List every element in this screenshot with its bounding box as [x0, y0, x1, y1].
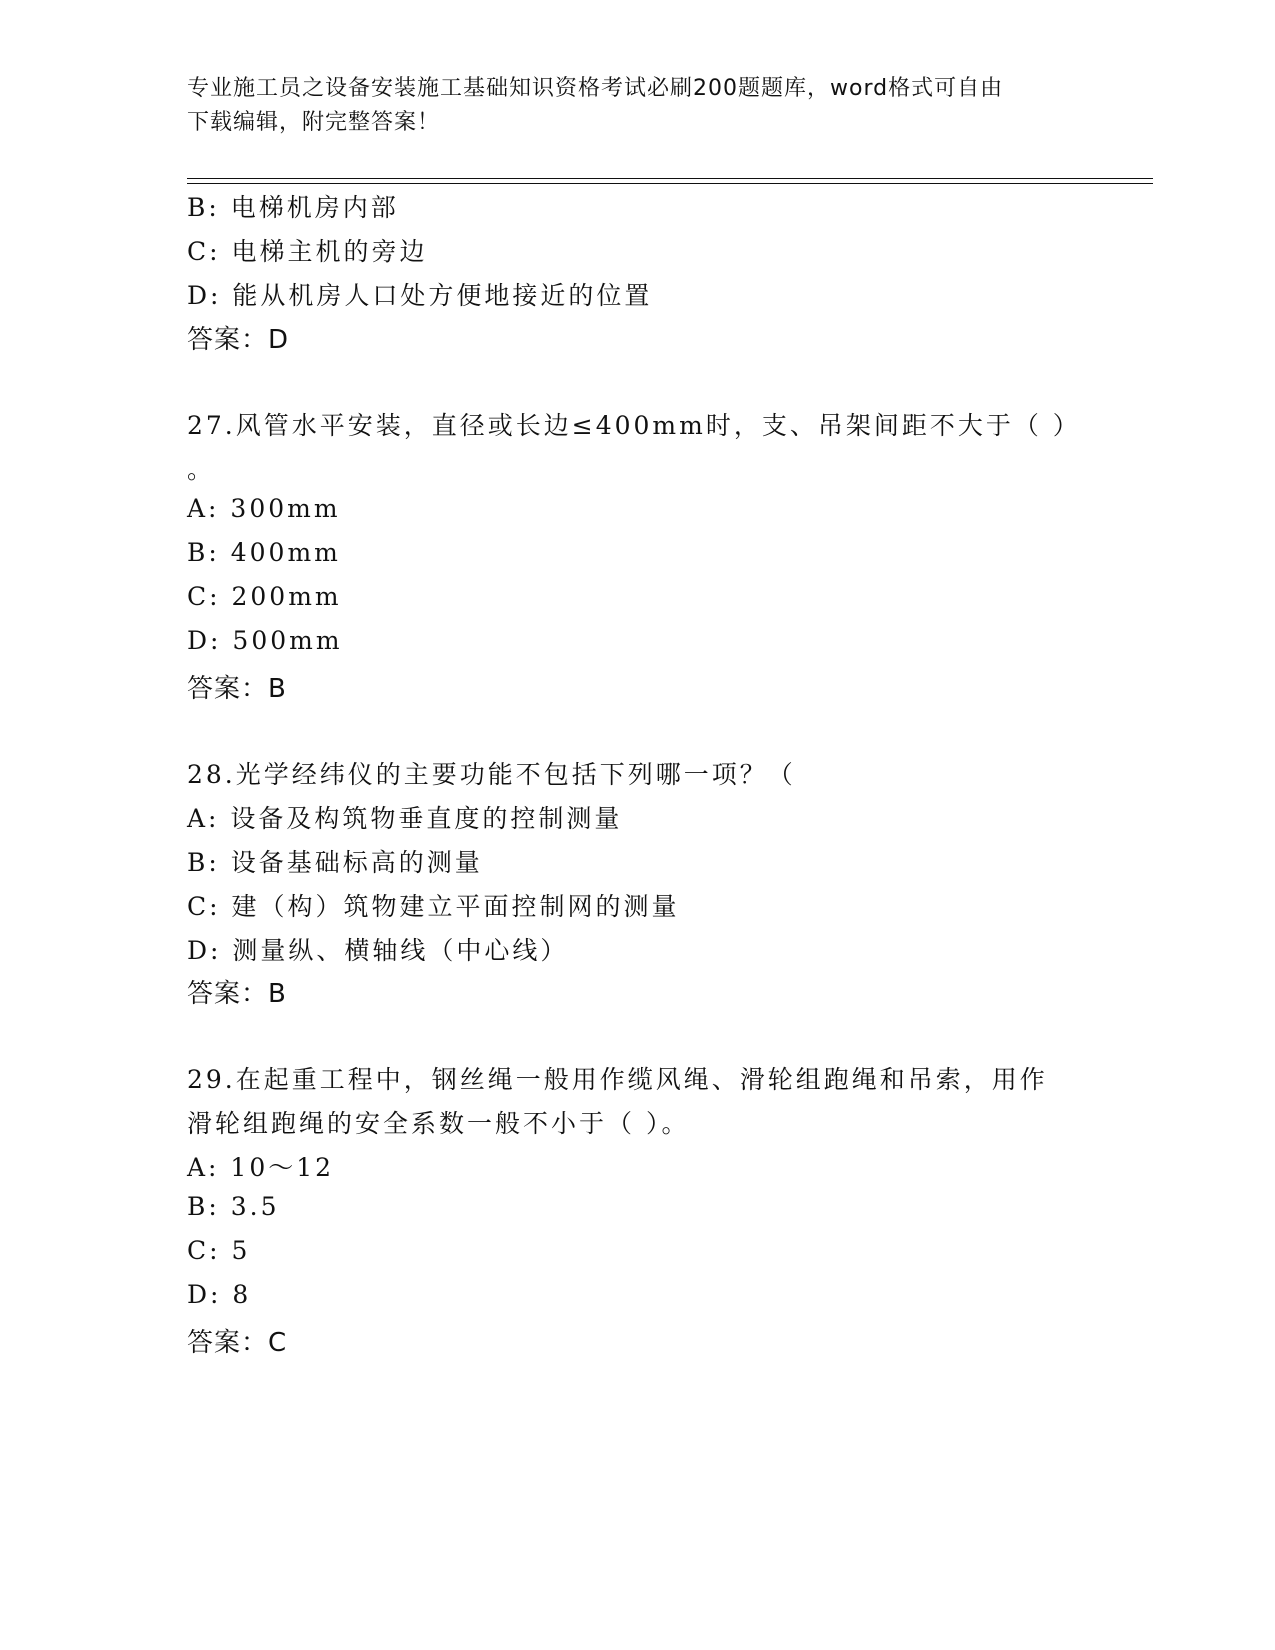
- q26-option-b: B: 电梯机房内部: [187, 193, 399, 222]
- q27-option-c: C: 200mm: [187, 582, 342, 611]
- q28-answer: 答案：B: [187, 979, 287, 1009]
- header-divider-bottom: [187, 183, 1153, 184]
- document-header: [187, 72, 1087, 140]
- q27-stem-line-1: 27.风管水平安装，直径或长边≤400mm时，支、吊架间距不大于（ ）: [187, 411, 1081, 440]
- q28-option-c: C: 建（构）筑物建立平面控制网的测量: [187, 892, 680, 921]
- q28-option-a: A: 设备及构筑物垂直度的控制测量: [187, 804, 623, 833]
- q28-option-d: D: 测量纵、横轴线（中心线）: [187, 936, 569, 965]
- q26-option-c: C: 电梯主机的旁边: [187, 237, 428, 266]
- header-title-line-2: 下载编辑，附完整答案！: [187, 110, 441, 135]
- q26-option-d: D: 能从机房人口处方便地接近的位置: [187, 281, 653, 310]
- q27-answer: 答案：B: [187, 674, 287, 704]
- q27-stem-line-2: 。: [187, 455, 216, 484]
- q28-stem-line-1: 28.光学经纬仪的主要功能不包括下列哪一项？（: [187, 760, 796, 789]
- q29-option-b: B: 3.5: [187, 1192, 280, 1221]
- q29-option-d: D: 8: [187, 1280, 252, 1309]
- q29-stem-line-1: 29.在起重工程中，钢丝绳一般用作缆风绳、滑轮组跑绳和吊索，用作: [187, 1065, 1048, 1094]
- q26-answer: 答案：D: [187, 325, 290, 355]
- q27-option-d: D: 500mm: [187, 626, 343, 655]
- header-divider-top: [187, 178, 1153, 179]
- q27-option-b: B: 400mm: [187, 538, 341, 567]
- q27-option-a: A: 300mm: [187, 494, 341, 523]
- q29-stem-line-2: 滑轮组跑绳的安全系数一般不小于（ ）。: [187, 1109, 690, 1138]
- header-title-line-1: 专业施工员之设备安装施工基础知识资格考试必刷200题题库，word格式可自由: [187, 76, 1004, 101]
- q29-option-a: A: 10～12: [187, 1153, 335, 1182]
- q29-option-c: C: 5: [187, 1236, 251, 1265]
- q29-answer: 答案：C: [187, 1328, 288, 1358]
- q28-option-b: B: 设备基础标高的测量: [187, 848, 483, 877]
